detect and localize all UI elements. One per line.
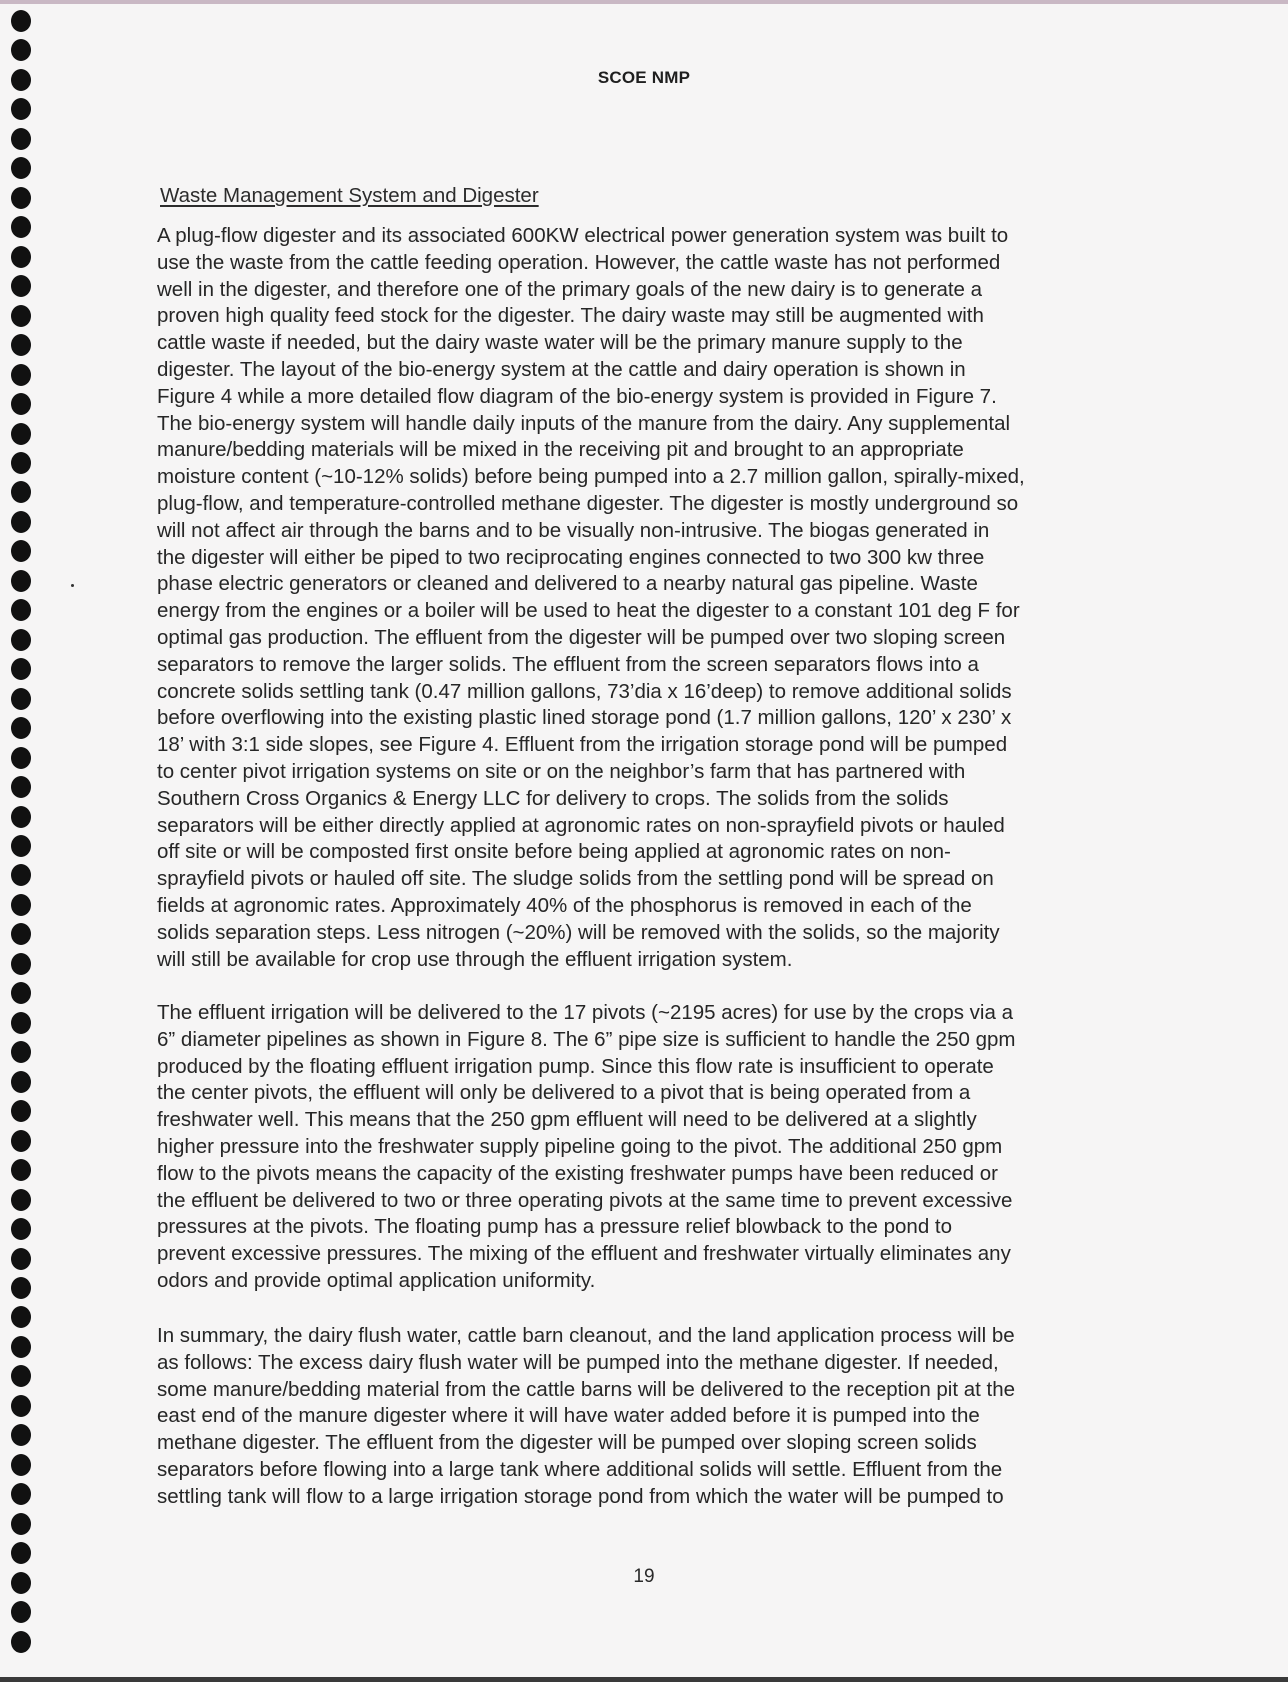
punch-hole	[11, 10, 31, 32]
punch-hole	[11, 864, 31, 886]
punch-hole	[11, 953, 31, 975]
paragraph-line: plug-flow, and temperature-controlled methane digester. The digester is mostly underground so	[157, 491, 1019, 515]
paragraph-line: concrete solids settling tank (0.47 million gallons, 73’dia x 16’deep) to remove additional solids	[157, 679, 1012, 703]
paragraph-line: as follows: The excess dairy flush water will be pumped into the methane digester. If needed,	[157, 1350, 999, 1374]
paragraph-line: The effluent irrigation will be delivered to the 17 pivots (~2195 acres) for use by the crops via a	[157, 1001, 1013, 1024]
punch-hole	[11, 923, 31, 945]
paragraph-line: will still be available for crop use through the effluent irrigation system.	[157, 947, 793, 971]
punch-hole	[11, 39, 31, 61]
punch-hole	[11, 688, 31, 710]
paragraph-line: digester. The layout of the bio-energy system at the cattle and dairy operation is shown in	[157, 357, 966, 381]
punch-hole	[11, 423, 31, 445]
paragraph-line: moisture content (~10-12% solids) before being pumped into a 2.7 million gallon, spirally-mixed,	[157, 465, 1025, 489]
paragraph-line: phase electric generators or cleaned and delivered to a nearby natural gas pipeline. Waste	[157, 572, 978, 596]
punch-hole	[11, 717, 31, 739]
punch-hole	[11, 1513, 31, 1535]
punch-hole	[11, 894, 31, 916]
punch-hole	[11, 747, 31, 769]
punch-hole	[11, 1189, 31, 1211]
punch-hole	[11, 275, 31, 297]
punch-hole	[11, 305, 31, 327]
punch-hole	[11, 246, 31, 268]
punch-hole	[11, 570, 31, 592]
page-header-title: SCOE NMP	[597, 68, 691, 87]
paragraph-line: methane digester. The effluent from the digester will be pumped over sloping screen solids	[157, 1431, 977, 1455]
punch-hole	[11, 98, 31, 120]
punch-hole	[11, 157, 31, 179]
paragraph-line: separators will be either directly applied at agronomic rates on non-sprayfield pivots or hauled	[157, 813, 1005, 837]
punch-hole	[11, 1365, 31, 1387]
punch-hole	[11, 1100, 31, 1122]
paragraph-digester-overview	[157, 223, 1157, 973]
paragraph-line: to center pivot irrigation systems on site or on the neighbor’s farm that has partnered with	[157, 759, 966, 783]
paragraph-line: The bio-energy system will handle daily inputs of the manure from the dairy. Any supplemental	[157, 411, 1011, 435]
punch-hole	[11, 128, 31, 150]
punch-hole	[11, 393, 31, 415]
punch-hole	[11, 364, 31, 386]
paragraph-line: sprayfield pivots or hauled off site. The sludge solids from the settling pond will be spread on	[157, 867, 994, 891]
paragraph-line: In summary, the dairy flush water, cattle barn cleanout, and the land application process will be	[157, 1324, 1015, 1347]
paragraph-line: energy from the engines or a boiler will be used to heat the digester to a constant 101 deg F for	[157, 599, 1020, 623]
punch-hole	[11, 187, 31, 209]
paragraph-line: proven high quality feed stock for the digester. The dairy waste may still be augmented with	[157, 304, 984, 328]
paragraph-line: pressures at the pivots. The floating pump has a pressure relief blowback to the pond to	[157, 1215, 953, 1239]
paragraph-line: Figure 4 while a more detailed flow diagram of the bio-energy system is provided in Figure 7.	[157, 384, 997, 408]
paragraph-line: odors and provide optimal application uniformity.	[157, 1268, 596, 1292]
punch-hole	[11, 216, 31, 238]
punch-hole	[11, 1041, 31, 1063]
punch-hole	[11, 452, 31, 474]
paragraph-line: the digester will either be piped to two reciprocating engines connected to two 300 kw three	[157, 545, 985, 569]
paragraph-summary	[157, 1323, 1157, 1511]
paragraph-line: solids separation steps. Less nitrogen (~20%) will be removed with the solids, so the majority	[157, 920, 1000, 944]
paragraph-line: the effluent be delivered to two or three operating pivots at the same time to prevent excessive	[157, 1188, 1013, 1212]
paragraph-line: separators before flowing into a large tank where additional solids will settle. Effluent from the	[157, 1457, 1003, 1481]
punch-hole	[11, 1306, 31, 1328]
paragraph-line: before overflowing into the existing plastic lined storage pond (1.7 million gallons, 120’ x 230’ x	[157, 706, 1012, 730]
paragraph-line: prevent excessive pressures. The mixing of the effluent and freshwater virtually eliminates any	[157, 1242, 1011, 1266]
paragraph-line: 18’ with 3:1 side slopes, see Figure 4. Effluent from the irrigation storage pond will be pumped	[157, 733, 1008, 757]
punch-hole	[11, 1542, 31, 1564]
binding-punch-holes	[7, 6, 37, 1678]
paragraph-line: separators to remove the larger solids. The effluent from the screen separators flows into a	[157, 652, 979, 676]
punch-hole	[11, 1424, 31, 1446]
punch-hole	[11, 599, 31, 621]
punch-hole	[11, 1071, 31, 1093]
paragraph-line: Southern Cross Organics & Energy LLC for delivery to crops. The solids from the solids	[157, 786, 949, 810]
punch-hole	[11, 806, 31, 828]
paragraph-effluent-irrigation	[157, 1000, 1157, 1295]
paragraph-line: use the waste from the cattle feeding operation. However, the cattle waste has not performed	[157, 250, 1001, 274]
punch-hole	[11, 1336, 31, 1358]
punch-hole	[11, 1631, 31, 1653]
punch-hole	[11, 1277, 31, 1299]
page-bottom-edge	[0, 1677, 1288, 1682]
punch-hole	[11, 982, 31, 1004]
punch-hole	[11, 1395, 31, 1417]
paragraph-line: some manure/bedding material from the cattle barns will be delivered to the reception pit at the	[157, 1377, 1016, 1401]
paragraph-line: off site or will be composted first onsite before being applied at agronomic rates on non-	[157, 840, 951, 864]
paragraph-line: manure/bedding materials will be mixed in the receiving pit and brought to an appropriate	[157, 438, 964, 462]
punch-hole	[11, 658, 31, 680]
page-top-edge	[0, 0, 1288, 4]
paragraph-line: A plug-flow digester and its associated 600KW electrical power generation system was built to	[157, 224, 1009, 247]
punch-hole	[11, 1218, 31, 1240]
punch-hole	[11, 334, 31, 356]
punch-hole	[11, 1454, 31, 1476]
section-heading: Waste Management System and Digester	[160, 184, 539, 207]
paragraph-line: produced by the floating effluent irrigation pump. Since this flow rate is insufficient to operate	[157, 1054, 994, 1078]
paragraph-line: fields at agronomic rates. Approximately 40% of the phosphorus is removed in each of the	[157, 893, 972, 917]
punch-hole	[11, 1130, 31, 1152]
punch-hole	[11, 540, 31, 562]
paragraph-line: flow to the pivots means the capacity of the existing freshwater pumps have been reduced or	[157, 1161, 998, 1185]
paragraph-line: will not affect air through the barns and to be visually non-intrusive. The biogas generated in	[157, 518, 990, 542]
punch-hole	[11, 835, 31, 857]
paragraph-line: well in the digester, and therefore one of the primary goals of the new dairy is to generate a	[157, 277, 983, 301]
page-number: 19	[633, 1566, 655, 1587]
paragraph-line: optimal gas production. The effluent from the digester will be pumped over two sloping screen	[157, 625, 1006, 649]
paragraph-line: freshwater well. This means that the 250 gpm effluent will need to be delivered at a slightly	[157, 1108, 977, 1132]
paragraph-line: settling tank will flow to a large irrigation storage pond from which the water will be pumped to	[157, 1484, 1004, 1508]
punch-hole	[11, 629, 31, 651]
punch-hole	[11, 1159, 31, 1181]
punch-hole	[11, 1483, 31, 1505]
paragraph-line: the center pivots, the effluent will only be delivered to a pivot that is being operated from a	[157, 1081, 971, 1105]
punch-hole	[11, 776, 31, 798]
paragraph-line: east end of the manure digester where it will have water added before it is pumped into the	[157, 1404, 980, 1428]
paragraph-line: 6” diameter pipelines as shown in Figure 8. The 6” pipe size is sufficient to handle the 250 gpm	[157, 1027, 1016, 1051]
punch-hole	[11, 1601, 31, 1623]
punch-hole	[11, 511, 31, 533]
punch-hole	[11, 1248, 31, 1270]
punch-hole	[11, 1012, 31, 1034]
paragraph-line: cattle waste if needed, but the dairy waste water will be the primary manure supply to the	[157, 331, 963, 355]
paragraph-line: higher pressure into the freshwater supply pipeline going to the pivot. The additional 250 gpm	[157, 1134, 1003, 1158]
punch-hole	[11, 481, 31, 503]
scan-speck	[71, 584, 74, 587]
